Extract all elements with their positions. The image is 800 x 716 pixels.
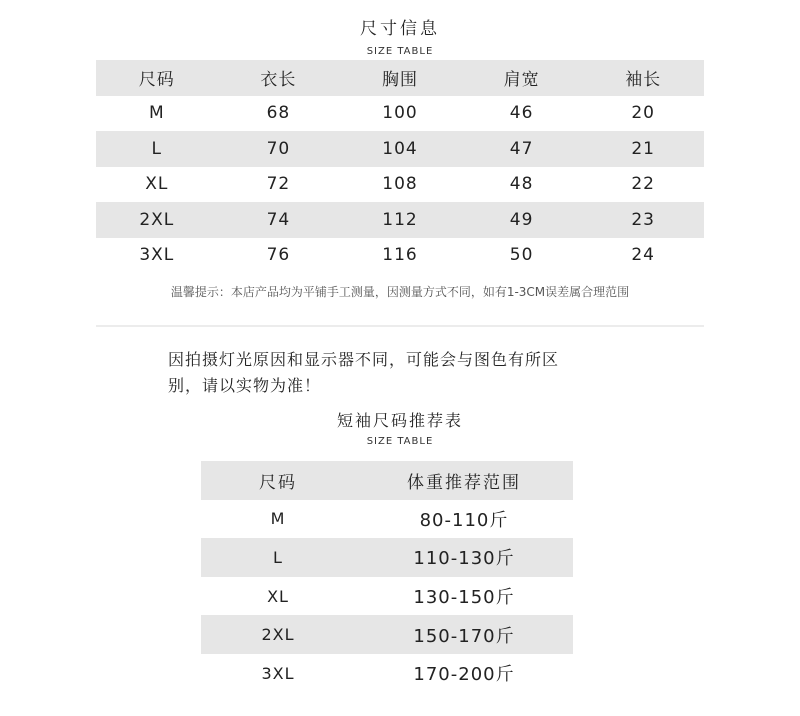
header-cell: 尺码 [201,461,355,500]
table-cell: 100 [382,103,418,124]
size-info-header [0,18,800,58]
table-cell: 68 [266,103,291,124]
recommend-header [0,410,800,448]
table-cell: 112 [339,202,461,238]
header-cell: 袖长 [582,60,704,96]
disclaimer-line: 因拍摄灯光原因和显示器不同，可能会与图色有所区 [168,350,560,369]
table-cell: 3XL [261,663,295,683]
disclaimer-line: 别，请以实物为准！ [168,376,322,395]
table-cell: 130-150斤 [413,587,515,609]
section-divider [96,325,704,327]
table-cell: 48 [509,174,534,195]
table-cell: 110-130斤 [355,538,573,577]
header-cell: 尺码 [96,60,218,96]
table-row [96,202,704,238]
table-cell: XL [267,586,289,606]
table-header-row [96,60,704,96]
table-cell: L [201,538,355,577]
table-cell: 108 [382,174,418,195]
table-cell: 80-110斤 [419,509,509,531]
table-cell: 21 [582,131,704,167]
table-cell: 116 [382,245,418,266]
table-cell: 150-170斤 [355,615,573,654]
color-disclaimer [168,347,648,399]
size-recommend-table [201,461,573,693]
table-cell: 49 [461,202,583,238]
header-cell: 胸围 [339,60,461,96]
measurement-note: 温馨提示：本店产品均为平铺手工测量，因测量方式不同，如有1-3CM误差属合理范围 [170,285,630,299]
table-cell: 2XL [201,615,355,654]
table-cell: 104 [339,131,461,167]
table-row [96,96,704,132]
table-row [201,538,573,577]
table-row [201,654,573,693]
recommend-title: 短袖尺码推荐表 [336,411,463,430]
table-cell: 74 [218,202,340,238]
size-info-subtitle: SIZE TABLE [366,46,434,57]
table-cell: M [148,103,165,124]
table-row [201,577,573,616]
table-cell: XL [145,174,169,195]
header-cell: 体重推荐范围 [355,461,573,500]
table-cell: 70 [218,131,340,167]
table-cell: 50 [509,245,534,266]
header-cell: 肩宽 [461,60,583,96]
size-info-title: 尺寸信息 [360,19,440,39]
table-cell: L [96,131,218,167]
table-cell: 3XL [139,245,175,266]
table-row [201,500,573,539]
table-row [96,131,704,167]
table-cell: 23 [582,202,704,238]
table-cell: 20 [631,103,655,124]
table-cell: 22 [631,174,655,195]
size-info-table [96,60,704,273]
table-header-row [201,461,573,500]
recommend-subtitle: SIZE TABLE [366,436,434,447]
table-cell: 47 [461,131,583,167]
table-row [96,238,704,274]
table-cell: 24 [631,245,655,266]
header-cell: 衣长 [218,60,340,96]
table-cell: 72 [266,174,291,195]
table-cell: M [270,509,286,529]
table-cell: 170-200斤 [413,664,515,686]
table-row [201,615,573,654]
table-cell: 76 [266,245,291,266]
table-cell: 2XL [96,202,218,238]
table-row [96,167,704,203]
table-cell: 46 [509,103,534,124]
